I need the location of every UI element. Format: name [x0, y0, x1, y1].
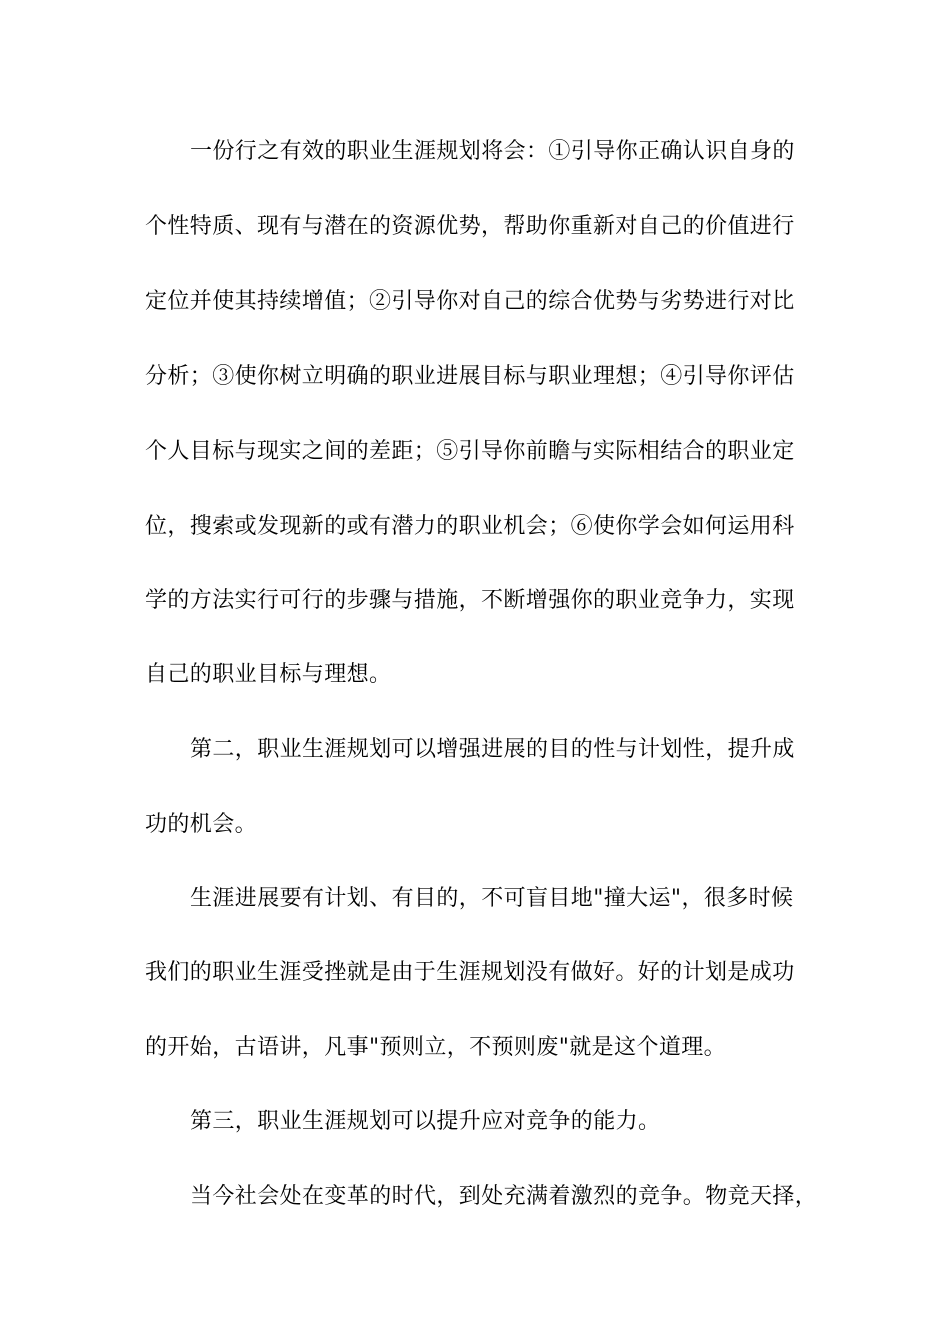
text-line: 的开始，古语讲，凡事"预则立，不预则废"就是这个道理。 — [145, 1035, 727, 1060]
text-line: 自己的职业目标与理想。 — [145, 662, 392, 687]
text-line: 分析；③使你树立明确的职业进展目标与职业理想；④引导你评估 — [145, 364, 795, 389]
text-line: 位，搜索或发现新的或有潜力的职业机会；⑥使你学会如何运用科 — [145, 514, 795, 539]
text-line: 学的方法实行可行的步骤与措施，不断增强你的职业竞争力，实现 — [145, 588, 795, 613]
text-line: 个人目标与现实之间的差距；⑤引导你前瞻与实际相结合的职业定 — [145, 439, 795, 464]
text-line: 第三，职业生涯规划可以提升应对竞争的能力。 — [190, 1109, 661, 1134]
text-line: 我们的职业生涯受挫就是由于生涯规划没有做好。好的计划是成功 — [145, 960, 795, 985]
text-line: 第二，职业生涯规划可以增强进展的目的性与计划性，提升成 — [190, 737, 795, 762]
text-line: 定位并使其持续增值；②引导你对自己的综合优势与劣势进行对比 — [145, 289, 795, 314]
text-line: 功的机会。 — [145, 812, 258, 837]
text-line: 个性特质、现有与潜在的资源优势，帮助你重新对自己的价值进行 — [145, 214, 795, 239]
text-line: 生涯进展要有计划、有目的，不可盲目地"撞大运"，很多时候 — [190, 886, 794, 911]
text-line: 一份行之有效的职业生涯规划将会：①引导你正确认识自身的 — [190, 139, 795, 164]
text-line: 当今社会处在变革的时代，到处充满着激烈的竞争。物竞天择， — [190, 1184, 818, 1209]
